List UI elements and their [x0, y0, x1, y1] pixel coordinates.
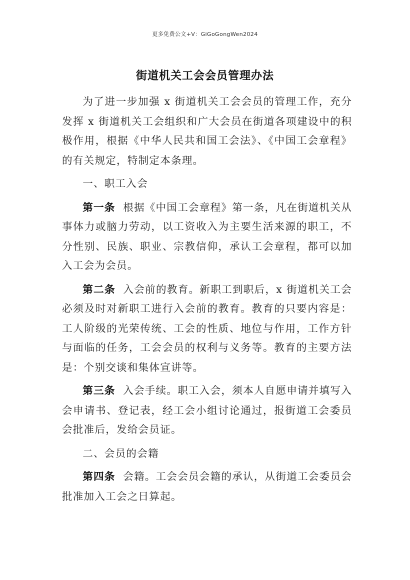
article-1-number: 第一条	[82, 201, 116, 214]
article-4-number: 第四条	[82, 471, 116, 483]
document-body	[62, 93, 352, 511]
article-1-text: 根据《中国工会章程》第一条，凡在街道机关从事体力或脑力劳动，以工资收入为主要生活来源的职工，不分性别、民族、职业、宗教信仰，承认工会章程，都可以加入工会为会员。	[62, 201, 352, 272]
article-4	[62, 468, 352, 507]
section-heading-member-join: 一、职工入会	[82, 178, 148, 190]
article-2-text: 入会前的教育。新职工到职后，x 街道机关工会必须及时对新职工进行入会前的教育。教育的只要内容是：工人阶级的光荣传统、工会的性质、地位与作用，工作方针与面临的任务，工会会员的权利与义务等。教育的主要方法是：个别交谈和集体宣讲等。	[62, 283, 352, 374]
article-4-text: 会籍。工会会员会籍的承认，从街道工会委员会批准加入工会之日算起。	[62, 471, 352, 503]
article-2	[62, 281, 352, 379]
article-3	[62, 382, 352, 441]
intro-paragraph: 为了进一步加强 x 街道机关工会会员的管理工作，充分发挥 x 街道机关工会组织和广大会员在街道各项建设中的积极作用，根据《中华人民共和国工会法》、《中国工会章程》的有关规定，特制定本条理。	[62, 96, 352, 167]
article-3-number: 第三条	[82, 385, 116, 397]
section-heading-membership: 二、会员的会籍	[82, 447, 159, 460]
article-3-text: 入会手续。职工入会，须本人自愿申请并填写入会申请书、登记表，经工会小组讨论通过，报街道工会委员会批准后，发给会员证。	[62, 385, 352, 436]
watermark-text: 更多免费公文+V：GiGoGongWen2024	[152, 32, 258, 38]
article-2-number: 第二条	[82, 283, 116, 296]
document-title: 街道机关工会会员管理办法	[136, 69, 274, 82]
article-1	[62, 199, 352, 277]
